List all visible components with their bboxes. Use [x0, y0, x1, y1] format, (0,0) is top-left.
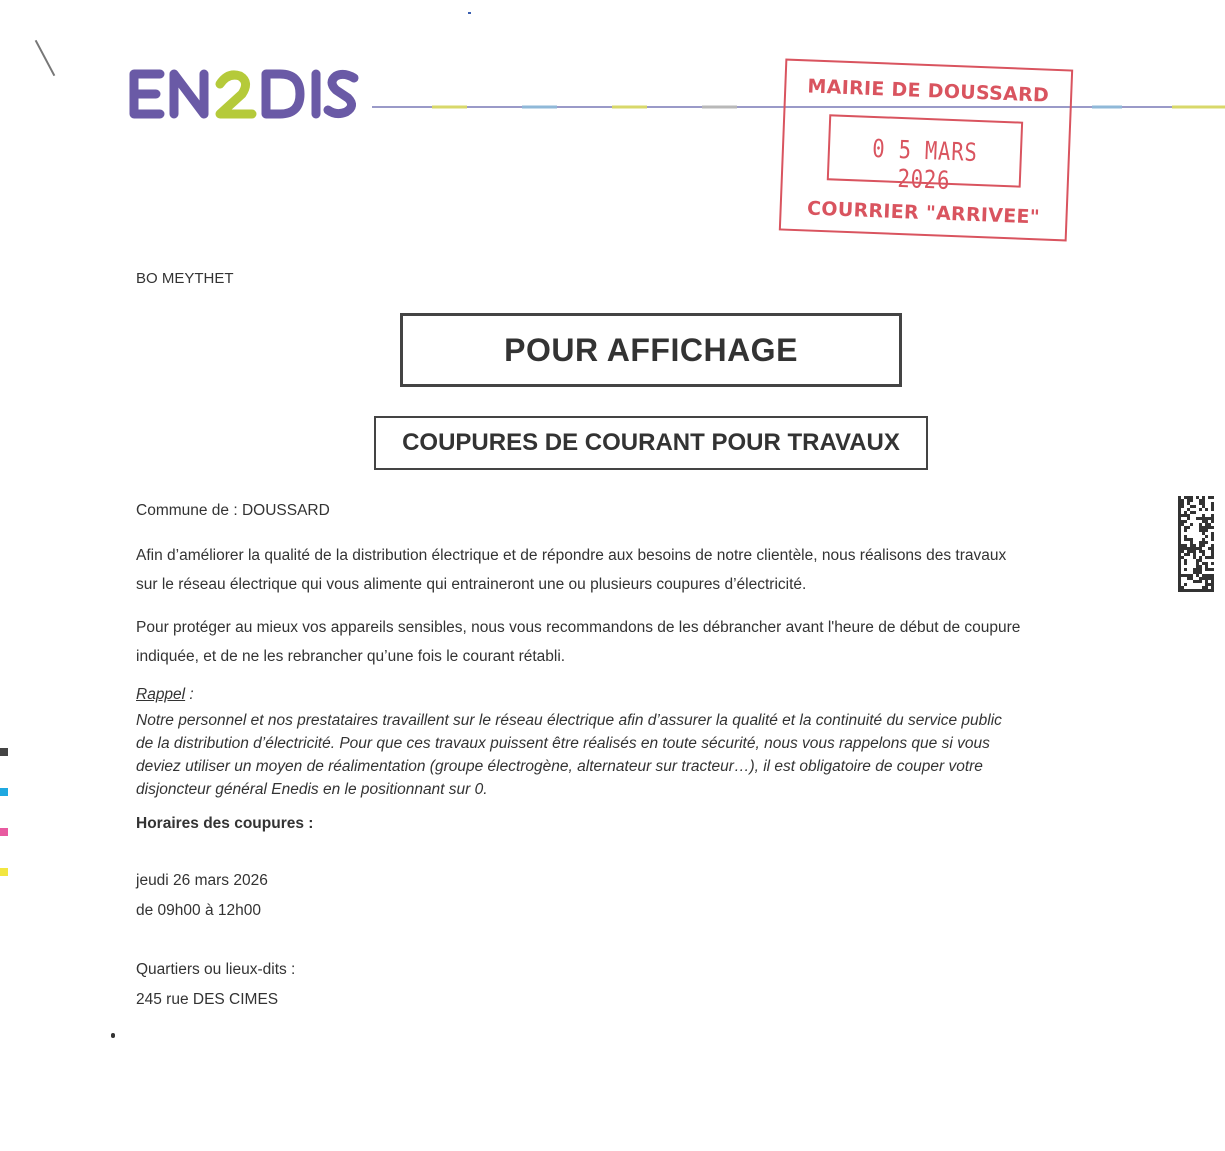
datamatrix-module	[1208, 589, 1211, 592]
datamatrix-module	[1211, 577, 1214, 580]
datamatrix-module	[1184, 544, 1187, 547]
datamatrix-module	[1187, 514, 1190, 517]
title-coupures: COUPURES DE COURANT POUR TRAVAUX	[402, 429, 900, 456]
datamatrix-module	[1184, 574, 1187, 577]
datamatrix-module	[1205, 577, 1208, 580]
datamatrix-module	[1184, 526, 1187, 529]
stamp-date-box	[827, 114, 1023, 195]
datamatrix-module	[1178, 541, 1181, 544]
rappel-colon: :	[185, 686, 194, 703]
datamatrix-module	[1208, 577, 1211, 580]
datamatrix-module	[1193, 589, 1196, 592]
reception-stamp	[779, 59, 1073, 242]
datamatrix-module	[1211, 532, 1214, 535]
outage-hours: de 09h00 à 12h00	[136, 902, 261, 919]
registration-mark-yellow	[0, 868, 8, 876]
datamatrix-module	[1211, 580, 1214, 583]
datamatrix-module	[1211, 556, 1214, 559]
datamatrix-module	[1205, 529, 1208, 532]
datamatrix-module	[1211, 502, 1214, 505]
datamatrix-module	[1205, 583, 1208, 586]
rappel-label: Rappel	[136, 686, 186, 703]
datamatrix-module	[1178, 562, 1181, 565]
datamatrix-module	[1187, 502, 1190, 505]
datamatrix-module	[1178, 556, 1181, 559]
datamatrix-code	[1178, 496, 1214, 592]
datamatrix-module	[1211, 520, 1214, 523]
datamatrix-module	[1202, 550, 1205, 553]
datamatrix-module	[1199, 580, 1202, 583]
datamatrix-module	[1196, 559, 1199, 562]
datamatrix-module	[1205, 541, 1208, 544]
datamatrix-module	[1178, 538, 1181, 541]
datamatrix-module	[1202, 586, 1205, 589]
datamatrix-module	[1190, 541, 1193, 544]
datamatrix-module	[1193, 571, 1196, 574]
title-affichage: POUR AFFICHAGE	[504, 331, 798, 368]
datamatrix-module	[1196, 517, 1199, 520]
datamatrix-module	[1199, 508, 1202, 511]
datamatrix-module	[1202, 574, 1205, 577]
datamatrix-module	[1187, 508, 1190, 511]
datamatrix-module	[1205, 535, 1208, 538]
datamatrix-module	[1187, 538, 1190, 541]
datamatrix-module	[1178, 571, 1181, 574]
commune-line: Commune de : DOUSSARD	[136, 502, 330, 519]
datamatrix-module	[1178, 586, 1181, 589]
datamatrix-module	[1202, 517, 1205, 520]
datamatrix-module	[1178, 508, 1181, 511]
stamp-mairie-text: MAIRIE DE DOUSSARD	[807, 75, 1050, 107]
datamatrix-module	[1184, 568, 1187, 571]
datamatrix-module	[1190, 544, 1193, 547]
datamatrix-module	[1211, 574, 1214, 577]
datamatrix-module	[1187, 517, 1190, 520]
datamatrix-module	[1211, 535, 1214, 538]
datamatrix-module	[1178, 502, 1181, 505]
datamatrix-module	[1211, 562, 1214, 565]
registration-mark-magenta	[0, 828, 8, 836]
datamatrix-module	[1187, 589, 1190, 592]
datamatrix-module	[1205, 508, 1208, 511]
datamatrix-module	[1211, 553, 1214, 556]
datamatrix-module	[1190, 577, 1193, 580]
datamatrix-module	[1187, 574, 1190, 577]
datamatrix-module	[1205, 580, 1208, 583]
protection-paragraph	[136, 613, 1136, 671]
datamatrix-module	[1199, 568, 1202, 571]
datamatrix-module	[1208, 568, 1211, 571]
datamatrix-module	[1184, 538, 1187, 541]
datamatrix-module	[1202, 499, 1205, 502]
datamatrix-module	[1181, 520, 1184, 523]
datamatrix-module	[1178, 532, 1181, 535]
datamatrix-module	[1196, 547, 1199, 550]
datamatrix-module	[1190, 505, 1193, 508]
datamatrix-module	[1184, 553, 1187, 556]
datamatrix-module	[1178, 589, 1181, 592]
datamatrix-module	[1202, 529, 1205, 532]
datamatrix-module	[1178, 580, 1181, 583]
datamatrix-module	[1211, 508, 1214, 511]
protection-line-1: Pour protéger au mieux vos appareils sensibles, nous vous recommandons de les débrancher avant l'heure de début de coupure	[136, 619, 1021, 636]
datamatrix-module	[1211, 544, 1214, 547]
datamatrix-module	[1202, 589, 1205, 592]
datamatrix-module	[1184, 583, 1187, 586]
datamatrix-module	[1199, 502, 1202, 505]
datamatrix-module	[1196, 580, 1199, 583]
datamatrix-module	[1205, 556, 1208, 559]
datamatrix-module	[1199, 565, 1202, 568]
datamatrix-module	[1196, 565, 1199, 568]
datamatrix-module	[1193, 505, 1196, 508]
datamatrix-module	[1181, 523, 1184, 526]
datamatrix-module	[1181, 586, 1184, 589]
datamatrix-module	[1211, 505, 1214, 508]
datamatrix-module	[1202, 562, 1205, 565]
datamatrix-module	[1202, 496, 1205, 499]
datamatrix-module	[1202, 526, 1205, 529]
datamatrix-module	[1178, 565, 1181, 568]
sender-label: BO MEYTHET	[136, 270, 234, 287]
rappel-heading	[136, 686, 1136, 704]
datamatrix-module	[1181, 556, 1184, 559]
datamatrix-module	[1202, 538, 1205, 541]
datamatrix-module	[1208, 583, 1211, 586]
protection-line-2: indiquée, et de ne les rebrancher qu’une fois le courant rétabli.	[136, 648, 566, 665]
datamatrix-module	[1202, 514, 1205, 517]
datamatrix-module	[1178, 526, 1181, 529]
datamatrix-module	[1184, 496, 1187, 499]
datamatrix-module	[1178, 577, 1181, 580]
datamatrix-module	[1193, 556, 1196, 559]
stamp-date: 0 5 MARS 2026	[871, 133, 979, 195]
datamatrix-module	[1187, 526, 1190, 529]
datamatrix-module	[1196, 568, 1199, 571]
datamatrix-module	[1187, 499, 1190, 502]
datamatrix-module	[1178, 523, 1181, 526]
datamatrix-module	[1208, 574, 1211, 577]
datamatrix-module	[1199, 517, 1202, 520]
datamatrix-module	[1184, 529, 1187, 532]
registration-mark-cyan	[0, 788, 8, 796]
datamatrix-module	[1190, 574, 1193, 577]
datamatrix-module	[1178, 496, 1181, 499]
datamatrix-module	[1190, 589, 1193, 592]
datamatrix-module	[1181, 499, 1184, 502]
datamatrix-module	[1184, 562, 1187, 565]
scan-artifact-dot	[111, 1033, 115, 1038]
datamatrix-module	[1208, 556, 1211, 559]
datamatrix-module	[1181, 502, 1184, 505]
datamatrix-module	[1181, 574, 1184, 577]
datamatrix-module	[1199, 523, 1202, 526]
datamatrix-module	[1181, 589, 1184, 592]
intro-line-2: sur le réseau électrique qui vous alimente qui entraineront une ou plusieurs coupures d’électricité.	[136, 576, 807, 593]
datamatrix-module	[1178, 535, 1181, 538]
datamatrix-module	[1211, 538, 1214, 541]
datamatrix-module	[1181, 547, 1184, 550]
datamatrix-module	[1184, 514, 1187, 517]
datamatrix-module	[1178, 568, 1181, 571]
quartiers-heading: Quartiers ou lieux-dits :	[136, 961, 296, 978]
datamatrix-module	[1199, 499, 1202, 502]
datamatrix-module	[1193, 550, 1196, 553]
datamatrix-module	[1193, 580, 1196, 583]
datamatrix-module	[1178, 505, 1181, 508]
datamatrix-module	[1178, 499, 1181, 502]
datamatrix-module	[1202, 502, 1205, 505]
datamatrix-module	[1199, 526, 1202, 529]
datamatrix-module	[1211, 589, 1214, 592]
datamatrix-module	[1202, 541, 1205, 544]
rappel-line-3: deviez utiliser un moyen de réalimentation (groupe électrogène, alternateur sur tracteur…), il est obligatoire de couper votre	[136, 758, 983, 775]
datamatrix-module	[1178, 514, 1181, 517]
datamatrix-module	[1190, 547, 1193, 550]
datamatrix-module	[1187, 577, 1190, 580]
datamatrix-module	[1199, 541, 1202, 544]
datamatrix-module	[1205, 526, 1208, 529]
datamatrix-module	[1196, 571, 1199, 574]
datamatrix-module	[1178, 511, 1181, 514]
datamatrix-module	[1199, 589, 1202, 592]
datamatrix-module	[1184, 559, 1187, 562]
datamatrix-module	[1211, 568, 1214, 571]
datamatrix-module	[1178, 547, 1181, 550]
datamatrix-module	[1208, 496, 1211, 499]
datamatrix-module	[1178, 517, 1181, 520]
datamatrix-module	[1211, 496, 1214, 499]
datamatrix-module	[1187, 550, 1190, 553]
rappel-line-4: disjoncteur général Enedis en le positionnant sur 0.	[136, 781, 488, 798]
datamatrix-module	[1199, 529, 1202, 532]
datamatrix-module	[1178, 559, 1181, 562]
datamatrix-module	[1205, 517, 1208, 520]
datamatrix-module	[1208, 526, 1211, 529]
stamp-courrier-text: COURRIER "ARRIVEE"	[806, 197, 1041, 229]
datamatrix-module	[1211, 526, 1214, 529]
datamatrix-module	[1211, 550, 1214, 553]
datamatrix-module	[1190, 499, 1193, 502]
datamatrix-module	[1199, 559, 1202, 562]
rappel-line-1: Notre personnel et nos prestataires travaillent sur le réseau électrique afin d’assurer la qualité et la continuité du service public	[136, 712, 1002, 729]
datamatrix-module	[1178, 529, 1181, 532]
datamatrix-module	[1184, 547, 1187, 550]
intro-line-1: Afin d’améliorer la qualité de la distribution électrique et de répondre aux besoins de notre clientèle, nous réalisons des travaux	[136, 547, 1007, 564]
datamatrix-module	[1205, 586, 1208, 589]
datamatrix-module	[1193, 544, 1196, 547]
datamatrix-module	[1199, 547, 1202, 550]
datamatrix-module	[1205, 589, 1208, 592]
datamatrix-module	[1181, 514, 1184, 517]
datamatrix-module	[1190, 538, 1193, 541]
datamatrix-module	[1190, 511, 1193, 514]
title-box-affichage	[400, 313, 902, 387]
datamatrix-module	[1178, 544, 1181, 547]
datamatrix-module	[1202, 532, 1205, 535]
datamatrix-module	[1184, 589, 1187, 592]
datamatrix-module	[1205, 562, 1208, 565]
datamatrix-module	[1190, 550, 1193, 553]
datamatrix-module	[1211, 583, 1214, 586]
datamatrix-module	[1178, 520, 1181, 523]
datamatrix-module	[1205, 523, 1208, 526]
datamatrix-module	[1202, 505, 1205, 508]
datamatrix-module	[1181, 544, 1184, 547]
datamatrix-module	[1193, 511, 1196, 514]
datamatrix-module	[1184, 511, 1187, 514]
datamatrix-module	[1199, 544, 1202, 547]
scan-artifact-tick	[468, 12, 471, 14]
datamatrix-module	[1202, 520, 1205, 523]
datamatrix-module	[1193, 547, 1196, 550]
outage-address: 245 rue DES CIMES	[136, 991, 279, 1008]
title-box-coupures	[374, 416, 928, 470]
datamatrix-module	[1184, 520, 1187, 523]
intro-paragraph	[136, 541, 1136, 599]
datamatrix-module	[1196, 496, 1199, 499]
datamatrix-module	[1199, 556, 1202, 559]
enedis-logo	[122, 62, 362, 124]
datamatrix-module	[1205, 520, 1208, 523]
datamatrix-module	[1211, 547, 1214, 550]
datamatrix-module	[1187, 553, 1190, 556]
registration-mark-black	[0, 748, 8, 756]
datamatrix-module	[1208, 517, 1211, 520]
datamatrix-module	[1199, 550, 1202, 553]
datamatrix-module	[1196, 562, 1199, 565]
datamatrix-module	[1193, 553, 1196, 556]
scan-artifact-slash	[35, 40, 56, 76]
datamatrix-module	[1190, 496, 1193, 499]
datamatrix-module	[1211, 514, 1214, 517]
datamatrix-module	[1181, 505, 1184, 508]
datamatrix-module	[1202, 553, 1205, 556]
datamatrix-module	[1205, 568, 1208, 571]
datamatrix-module	[1202, 577, 1205, 580]
rappel-line-2: de la distribution d’électricité. Pour que ces travaux puissent être réalisés en toute sécurité, nous vous rappelons que si vous	[136, 735, 990, 752]
datamatrix-module	[1208, 547, 1211, 550]
datamatrix-module	[1199, 571, 1202, 574]
datamatrix-module	[1211, 586, 1214, 589]
datamatrix-module	[1178, 583, 1181, 586]
datamatrix-module	[1190, 523, 1193, 526]
datamatrix-module	[1205, 565, 1208, 568]
datamatrix-module	[1181, 550, 1184, 553]
datamatrix-module	[1202, 544, 1205, 547]
rappel-paragraph	[136, 709, 1126, 801]
datamatrix-module	[1178, 553, 1181, 556]
outage-date: jeudi 26 mars 2026	[136, 872, 268, 889]
datamatrix-module	[1184, 535, 1187, 538]
datamatrix-module	[1196, 574, 1199, 577]
datamatrix-module	[1178, 550, 1181, 553]
horaires-heading: Horaires des coupures :	[136, 815, 314, 832]
datamatrix-module	[1196, 589, 1199, 592]
datamatrix-module	[1199, 577, 1202, 580]
datamatrix-module	[1211, 517, 1214, 520]
datamatrix-module	[1208, 523, 1211, 526]
datamatrix-module	[1205, 574, 1208, 577]
datamatrix-module	[1187, 547, 1190, 550]
datamatrix-module	[1193, 568, 1196, 571]
datamatrix-module	[1187, 496, 1190, 499]
datamatrix-module	[1178, 574, 1181, 577]
